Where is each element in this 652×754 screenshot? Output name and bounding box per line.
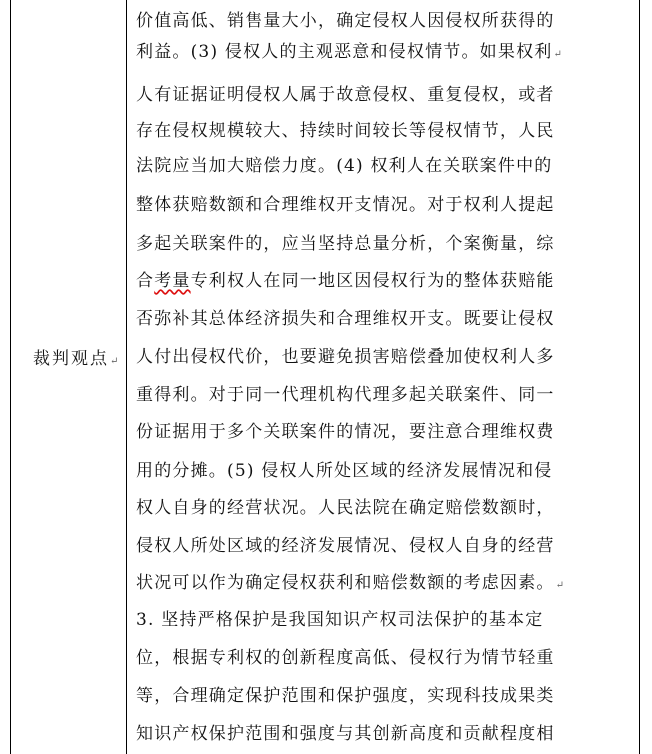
text-line: 份证据用于多个关联案件的情况，要注意合理维权费 xyxy=(136,422,555,442)
text-line: 用的分摊。(5) 侵权人所处区域的经济发展情况和侵 xyxy=(136,461,553,481)
text-line: 价值高低、销售量大小，确定侵权人因侵权所获得的 xyxy=(136,11,555,31)
text-line: 利益。(3) 侵权人的主观恶意和侵权情节。如果权利↵ xyxy=(136,42,564,62)
text-line: 存在侵权规模较大、持续时间较长等侵权情节，人民 xyxy=(136,121,555,141)
text-line: 侵权人所处区域的经济发展情况、侵权人自身的经营 xyxy=(136,536,555,556)
text-line: 重得利。对于同一代理机构代理多起关联案件、同一 xyxy=(136,385,555,405)
column-divider xyxy=(126,0,127,754)
text-line: 位，根据专利权的创新程度高低、侵权行为情节轻重 xyxy=(136,648,555,668)
text-line: 状况可以作为确定侵权获利和赔偿数额的考虑因素。↵ xyxy=(136,573,566,593)
text-line: 多起关联案件的，应当坚持总量分析，个案衡量，综 xyxy=(136,234,555,254)
text-line: 否弥补其总体经济损失和合理维权开支。既要让侵权 xyxy=(136,309,555,329)
paragraph-mark-icon: ↵ xyxy=(553,49,564,60)
spellcheck-underline: 考量 xyxy=(154,271,191,291)
label-caption: 裁判观点 xyxy=(33,349,109,369)
text-line: 合考量专利权人在同一地区因侵权行为的整体获赔能 xyxy=(136,271,555,291)
text-line: 法院应当加大赔偿力度。(4) 权利人在关联案件中的 xyxy=(136,156,553,176)
label-cell xyxy=(11,0,126,754)
text-line: 3. 坚持严格保护是我国知识产权司法保护的基本定 xyxy=(136,610,544,630)
text-line: 权人自身的经营状况。人民法院在确定赔偿数额时， xyxy=(136,498,555,518)
text-line: 人有证据证明侵权人属于故意侵权、重复侵权，或者 xyxy=(136,85,555,105)
document-table xyxy=(10,0,640,754)
text-line: 知识产权保护范围和强度与其创新高度和贡献程度相 xyxy=(136,724,555,744)
paragraph-mark-icon: ↵ xyxy=(555,580,566,591)
text-line: 等，合理确定保护范围和保护强度，实现科技成果类 xyxy=(136,686,555,706)
text-line: 人付出侵权代价，也要避免损害赔偿叠加使权利人多 xyxy=(136,347,555,367)
text-line: 整体获赔数额和合理维权开支情况。对于权利人提起 xyxy=(136,195,555,215)
paragraph-mark-icon: ↵ xyxy=(110,356,121,367)
label-text xyxy=(33,344,120,369)
